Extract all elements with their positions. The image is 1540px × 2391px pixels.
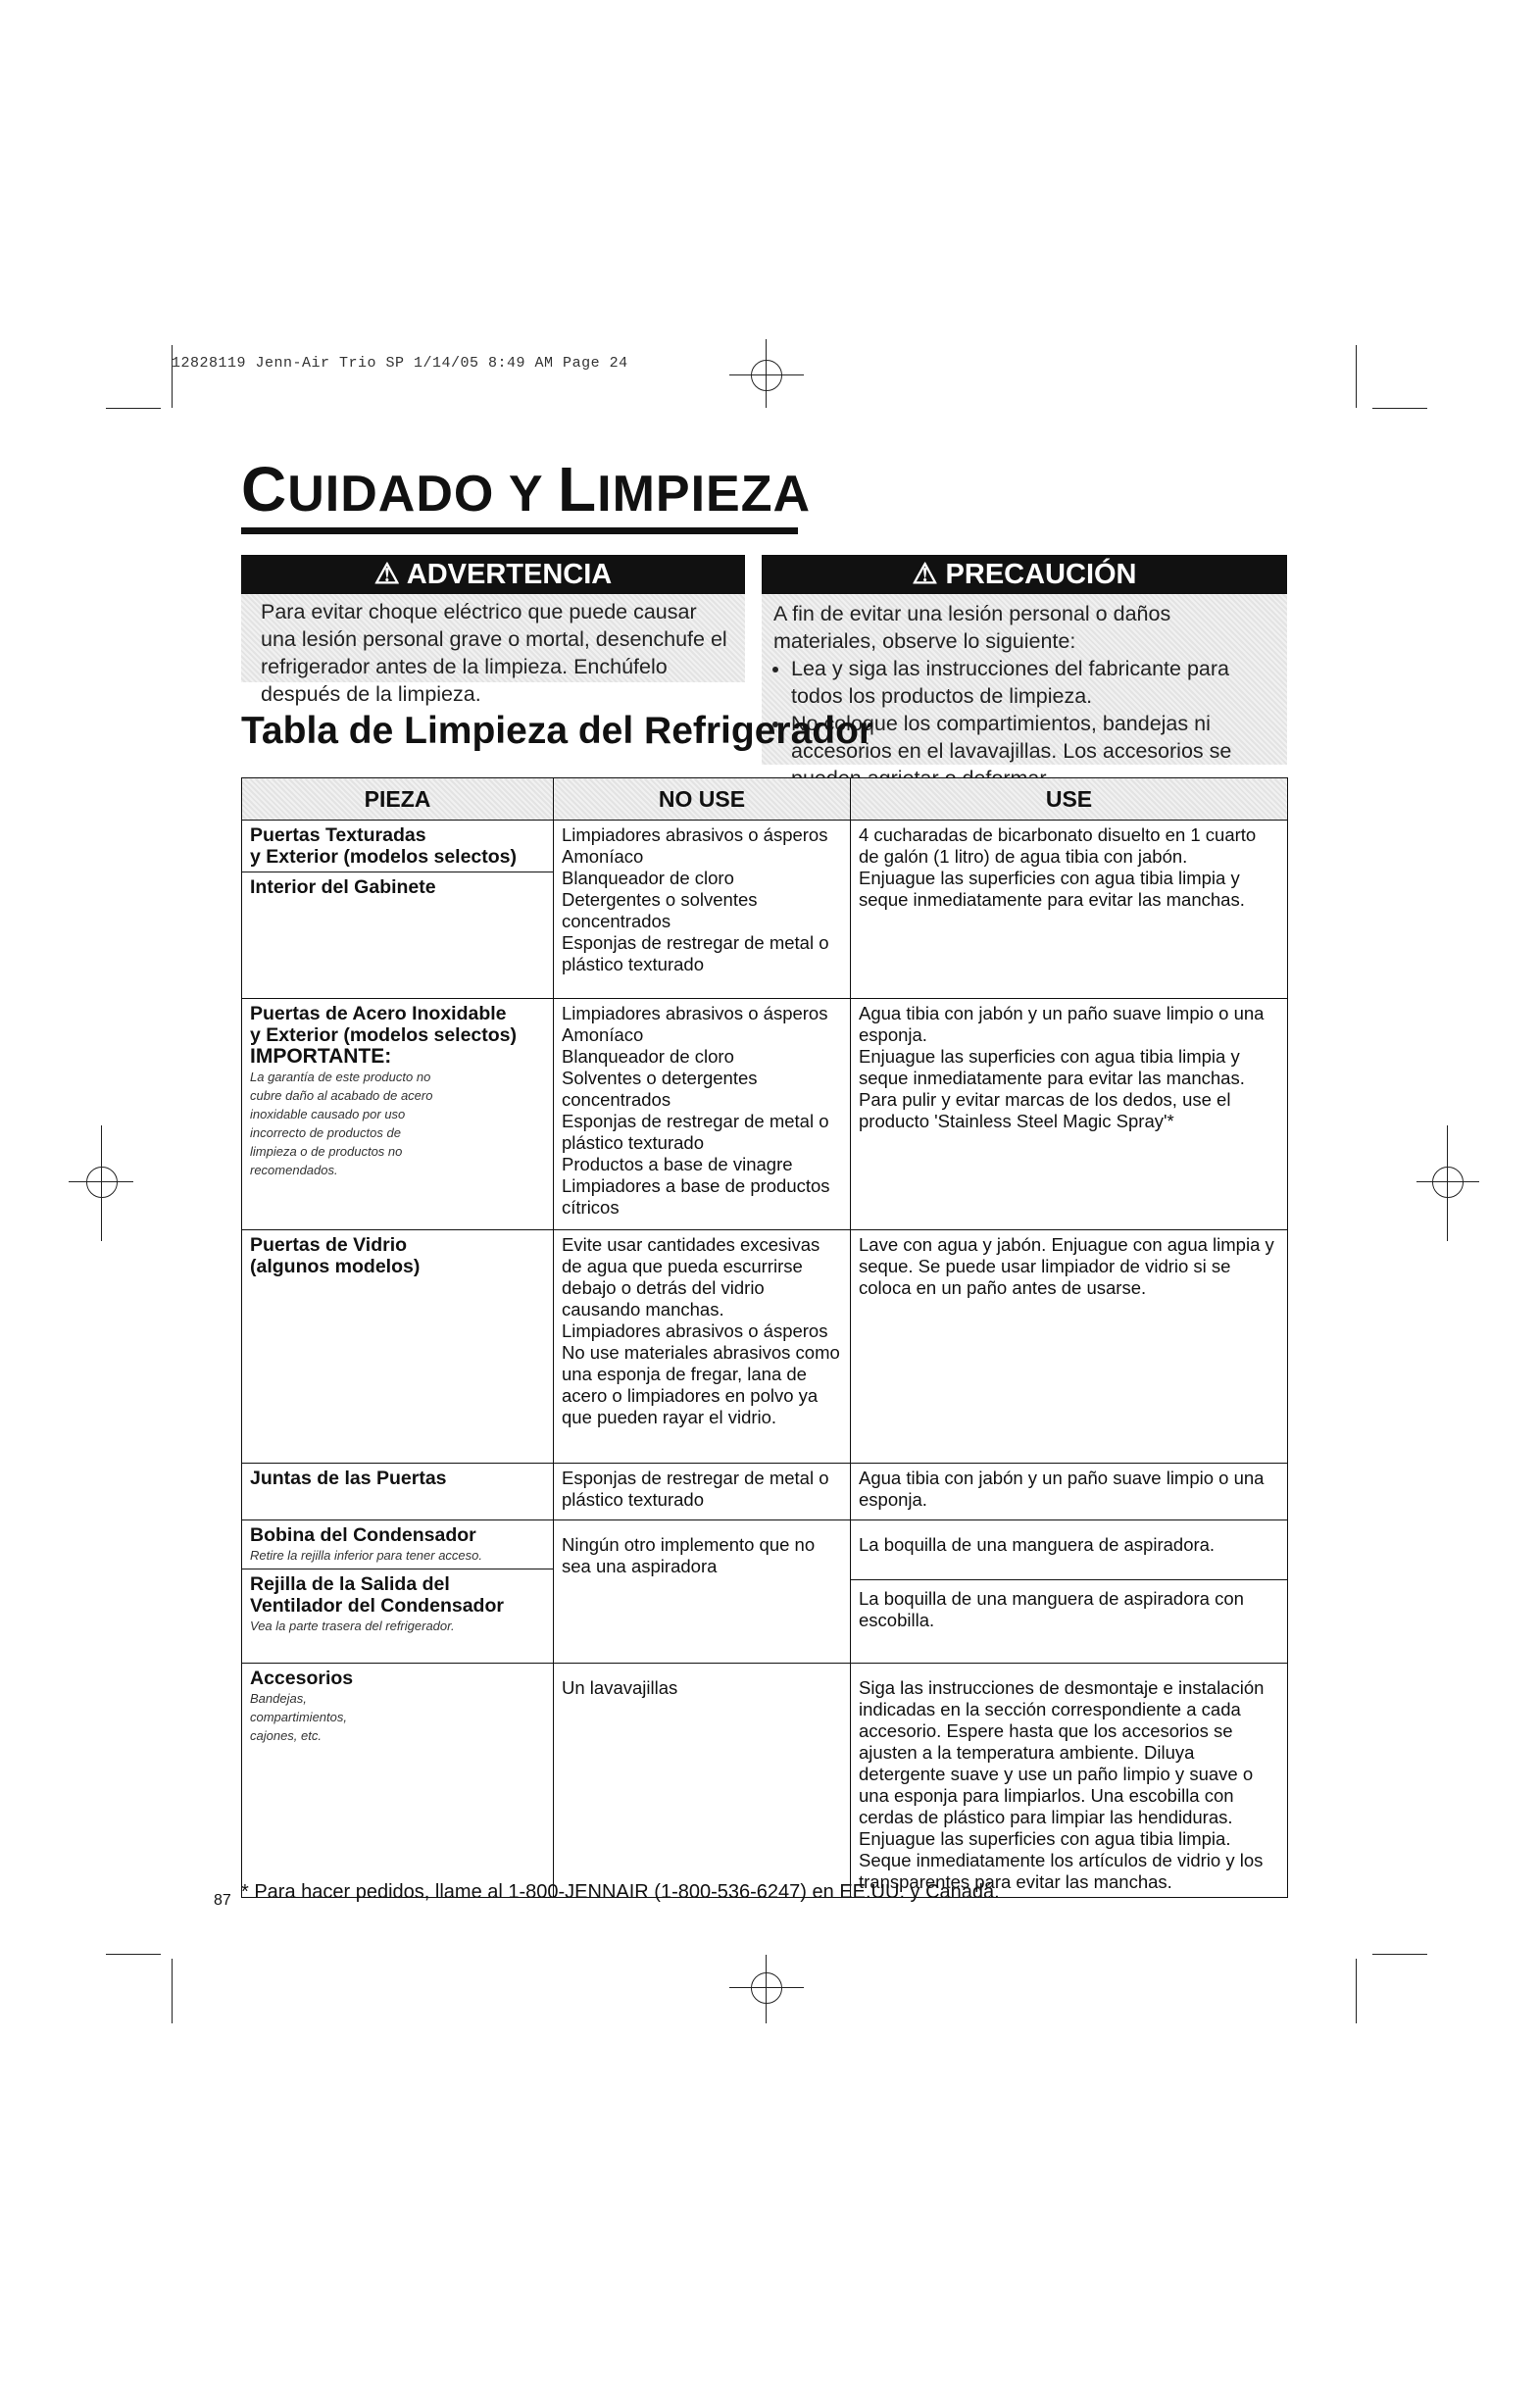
cell-text: Amoníaco xyxy=(562,1024,644,1045)
no-use-cell xyxy=(554,1664,851,1898)
cell-text: Amoníaco xyxy=(562,846,644,867)
cell-text: 4 cucharadas de bicarbonato disuelto en 1 cuarto de galón (1 litro) de agua tibia con jabón. xyxy=(859,824,1257,867)
part-name: Rejilla de la Salida del xyxy=(250,1573,450,1595)
cell-text: Solventes o detergentes concentrados xyxy=(562,1068,758,1110)
table-title: Tabla de Limpieza del Refrigerador xyxy=(241,710,874,752)
crop-mark xyxy=(1372,1954,1427,1955)
cell-text: Limpiadores abrasivos o ásperos xyxy=(562,824,828,845)
part-name: (algunos modelos) xyxy=(250,1256,421,1277)
cell-text: Ningún otro implemento que no sea una aspiradora xyxy=(562,1534,816,1576)
cell-text: Siga las instrucciones de desmontaje e instalación indicadas en la sección correspondiente a cada accesorio. Espere hasta que los accesorios se ajusten a la temperatura ambiente. Diluya detergente suave y use un paño limpio y suave o una esponja para limpiarlos. Una escobilla con cerdas de plástico para limpiar las hendiduras. Enjuague las superficies con agua tibia limpia. Seque inmediatamente los artículos de vidrio y los transparentes para evitar las manchas. xyxy=(859,1677,1265,1892)
caution-item: • No coloque los compartimientos, bandejas ni accesorios en el lavavajillas. Los accesorios se xyxy=(791,710,1275,792)
page-number: 87 xyxy=(214,1892,231,1909)
table-row xyxy=(242,1230,1288,1464)
crop-mark xyxy=(1416,1181,1479,1182)
use-cell xyxy=(851,1464,1288,1520)
page-title: CUIDADO Y LIMPIEZA xyxy=(241,454,812,524)
part-name: Puertas de Vidrio xyxy=(250,1234,408,1256)
table-header-row xyxy=(242,778,1288,821)
accessories-note: Bandejas, compartimientos, cajones, etc. xyxy=(250,1691,347,1743)
crop-mark xyxy=(1356,1959,1357,2023)
cell-text: Evite usar cantidades excesivas de agua que pueda escurrirse debajo o detrás del vidrio causando manchas. xyxy=(562,1234,820,1320)
caution-intro: A fin de evitar una lesión personal o daños materiales, observe lo siguiente: xyxy=(773,602,1171,653)
no-use-cell xyxy=(554,821,851,999)
cell-text: La boquilla de una manguera de aspiradora. xyxy=(859,1534,1216,1555)
cell-text: La boquilla de una manguera de aspiradora con escobilla. xyxy=(859,1588,1244,1630)
registration-mark-icon xyxy=(751,360,782,391)
cell-text: Para pulir y evitar marcas de los dedos, use el producto 'Stainless Steel Magic Spray'* xyxy=(859,1089,1231,1131)
table-row xyxy=(242,1520,1288,1664)
cleaning-table xyxy=(241,777,1288,1898)
crop-mark xyxy=(1447,1125,1448,1241)
use-cell xyxy=(851,999,1288,1230)
use-cell xyxy=(851,1664,1288,1898)
cell-text: Enjuague las superficies con agua tibia limpia y seque inmediatamente para evitar las manchas. xyxy=(859,1046,1245,1088)
table-row xyxy=(242,999,1288,1230)
registration-mark-icon xyxy=(86,1167,118,1198)
cell-text: Enjuague las superficies con agua tibia limpia y seque inmediatamente para evitar las manchas. xyxy=(859,868,1245,910)
cell-text: Esponjas de restregar de metal o plástico texturado xyxy=(562,1468,829,1510)
use-cell xyxy=(851,1230,1288,1464)
crop-mark xyxy=(172,1959,173,2023)
pieza-cell xyxy=(242,1464,554,1520)
warranty-note: La garantía de este producto no cubre daño al acabado de acero inoxidable causado por uso incorrecto de productos de limpieza o de productos no recomendados. xyxy=(250,1070,433,1177)
cell-text: Esponjas de restregar de metal o plástico texturado xyxy=(562,1111,829,1153)
part-name: Accesorios xyxy=(250,1668,354,1689)
crop-mark xyxy=(1372,408,1427,409)
pieza-cell xyxy=(242,1520,554,1664)
crop-mark xyxy=(106,1954,161,1955)
column-header: NO USE xyxy=(554,778,851,821)
table-row xyxy=(242,1464,1288,1520)
part-name-group xyxy=(242,1569,553,1635)
cell-text: Productos a base de vinagre xyxy=(562,1154,793,1174)
crop-mark xyxy=(729,1987,804,1988)
no-use-cell xyxy=(554,1230,851,1464)
use-cell xyxy=(851,1520,1288,1664)
print-slug: 12828119 Jenn-Air Trio SP 1/14/05 8:49 AM Page 24 xyxy=(172,355,628,372)
title-rule xyxy=(241,527,798,534)
registration-mark-icon xyxy=(751,1972,782,2004)
table-row xyxy=(242,1664,1288,1898)
part-name: Juntas de las Puertas xyxy=(250,1468,447,1489)
caution-item: • Lea y siga las instrucciones del fabricante para todos los productos de limpieza. xyxy=(791,655,1275,710)
table-row xyxy=(242,821,1288,999)
warning-box xyxy=(241,555,745,706)
pieza-cell xyxy=(242,821,554,999)
crop-mark xyxy=(106,408,161,409)
no-use-cell xyxy=(554,1520,851,1664)
cell-text: Blanqueador de cloro xyxy=(562,868,734,888)
part-name: Puertas de Acero Inoxidable xyxy=(250,1003,507,1024)
crop-mark xyxy=(729,374,804,375)
cell-text: Un lavavajillas xyxy=(562,1677,678,1698)
part-name: Bobina del Condensador xyxy=(250,1524,476,1546)
part-name: Puertas Texturadas xyxy=(250,824,426,846)
footnote: * Para hacer pedidos, llame al 1-800-JENNAIR (1-800-536-6247) en EE.UU. y Canadá. xyxy=(241,1881,1000,1903)
cell-text: Limpiadores a base de productos cítricos xyxy=(562,1175,830,1218)
crop-mark xyxy=(101,1125,102,1241)
use-cell-split xyxy=(851,1579,1287,1631)
part-name: y Exterior (modelos selectos) xyxy=(250,846,518,868)
column-header: PIEZA xyxy=(242,778,554,821)
part-name: Ventilador del Condensador xyxy=(250,1595,504,1617)
no-use-cell xyxy=(554,1464,851,1520)
crop-mark xyxy=(766,1955,767,2023)
cell-text: Agua tibia con jabón y un paño suave limpio o una esponja. xyxy=(859,1468,1265,1510)
warning-text: Para evitar choque eléctrico que puede causar una lesión personal grave o mortal, desenchufe el refrigerador antes de la limpieza. Enchúfelo después de la limpieza. xyxy=(261,600,727,706)
part-name: y Exterior (modelos selectos) xyxy=(250,1024,518,1046)
cell-text: Detergentes o solventes concentrados xyxy=(562,889,758,931)
caution-heading: ⚠ PRECAUCIÓN xyxy=(762,555,1287,594)
part-name: Interior del Gabinete xyxy=(242,872,553,898)
cell-text: No use materiales abrasivos como una esponja de fregar, lana de acero o limpiadores en polvo ya que pueden rayar el vidrio. xyxy=(562,1342,840,1427)
cell-text: Agua tibia con jabón y un paño suave limpio o una esponja. xyxy=(859,1003,1265,1045)
cell-text: Blanqueador de cloro xyxy=(562,1046,734,1067)
pieza-cell xyxy=(242,1230,554,1464)
column-header: USE xyxy=(851,778,1288,821)
no-use-cell xyxy=(554,999,851,1230)
use-cell xyxy=(851,821,1288,999)
cell-text: Esponjas de restregar de metal o plástico texturado xyxy=(562,932,829,974)
pieza-cell xyxy=(242,1664,554,1898)
cell-text: Lave con agua y jabón. Enjuague con agua limpia y seque. Se puede usar limpiador de vidrio si se coloca en un paño antes de usarse. xyxy=(859,1234,1274,1298)
important-label: IMPORTANTE: xyxy=(250,1045,392,1068)
crop-mark xyxy=(766,339,767,408)
warning-heading: ⚠ ADVERTENCIA xyxy=(241,555,745,594)
cell-text: Limpiadores abrasivos o ásperos xyxy=(562,1320,828,1341)
access-note: Retire la rejilla inferior para tener acceso. xyxy=(250,1548,482,1563)
caution-body xyxy=(762,594,1287,798)
registration-mark-icon xyxy=(1432,1167,1464,1198)
access-note: Vea la parte trasera del refrigerador. xyxy=(250,1619,455,1633)
cell-text: Limpiadores abrasivos o ásperos xyxy=(562,1003,828,1023)
pieza-cell xyxy=(242,999,554,1230)
crop-mark xyxy=(1356,345,1357,408)
